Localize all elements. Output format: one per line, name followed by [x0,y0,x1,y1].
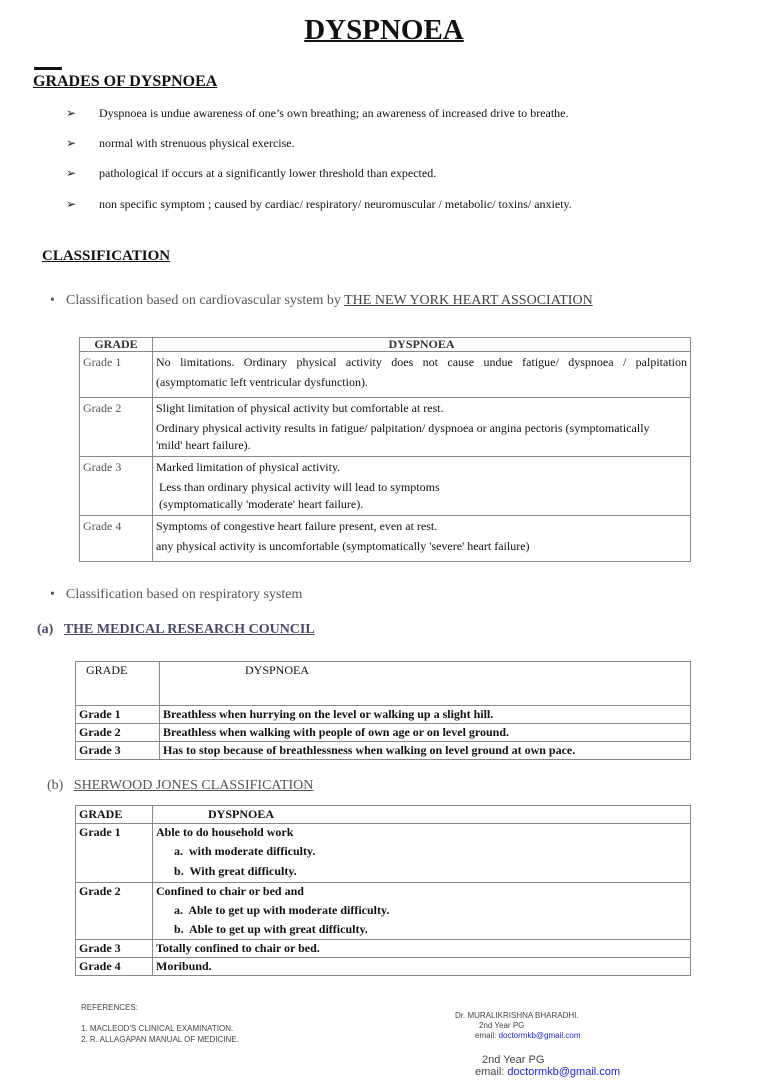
arrow-bullet-icon: ➢ [66,197,77,211]
table-row: Grade 3 Has to stop because of breathlessness when walking on level ground at own pace. [76,742,691,760]
arrow-bullet-icon: ➢ [66,136,77,150]
arrow-bullet-icon: ➢ [66,106,77,120]
table-row: Grade 1 Able to do household work a. with moderate difficulty. b. With great difficulty. [76,824,691,883]
email-link[interactable]: doctormkb@gmail.com [507,1066,621,1078]
bullet-dot-icon: • [50,293,55,308]
table-row: Grade 4 Moribund. [76,958,691,976]
sherwood-heading: (b) SHERWOOD JONES CLASSIFICATION [47,778,314,793]
table-header: GRADE [80,338,153,352]
bullet-text: normal with strenuous physical exercise. [99,136,295,150]
page-title: DYSPNOEA [304,14,464,46]
table-row: Grade 3 Totally confined to chair or bed. [76,940,691,958]
bullet-dot-icon: • [50,587,55,602]
mrc-heading: (a) THE MEDICAL RESEARCH COUNCIL [37,622,315,637]
author-name: Dr. MURALIKRISHNA BHARADHI. [455,1011,579,1020]
grades-heading: GRADES OF DYSPNOEA [33,73,218,90]
classification-heading: CLASSIFICATION [42,248,171,264]
bullet-text: Dyspnoea is undue awareness of one’s own breathing; an awareness of increased drive to breathe. [99,106,569,120]
bullet-text: non specific symptom ; caused by cardiac/ respiratory/ neuromuscular / metabolic/ toxins/ anxiety. [99,197,572,211]
resp-bullet: • Classification based on respiratory system [50,587,303,602]
nyha-link[interactable]: THE NEW YORK HEART ASSOCIATION [344,293,593,308]
nyha-table [79,337,691,562]
table-header: GRADE [76,806,153,824]
table-header: DYSPNOEA [160,662,691,706]
table-row: Grade 3 Marked limitation of physical activity. Less than ordinary physical activity will lead to symptoms (symptomatically 'moderate' heart failure). [80,457,691,516]
table-header: DYSPNOEA [153,806,691,824]
table-row: Grade 4 Symptoms of congestive heart failure present, even at rest. any physical activity is uncomfortable (symptomatically 'severe' heart failure) [80,516,691,562]
table-header: DYSPNOEA [153,338,691,352]
email-link[interactable]: doctormkb@gmail.com [498,1031,581,1040]
mrc-table [75,661,691,760]
table-row: Grade 2 Confined to chair or bed and a. Able to get up with moderate difficulty. b. Able to get up with great difficulty. [76,883,691,940]
author-email: email: doctormkb@gmail.com [475,1066,621,1078]
sherwood-table [75,805,691,976]
arrow-bullet-icon: ➢ [66,166,77,180]
decorative-rule [34,67,62,70]
table-row: Grade 1 Breathless when hurrying on the level or walking up a slight hill. [76,706,691,724]
cardio-bullet: • Classification based on cardiovascular system by THE NEW YORK HEART ASSOCIATION [50,293,593,308]
author-email: email: doctormkb@gmail.com [475,1031,581,1040]
author-year: 2nd Year PG [482,1054,545,1066]
table-header: GRADE [76,662,160,706]
table-row: Grade 1 No limitations. Ordinary physical activity does not cause undue fatigue/ dyspnoea / palpitation (asymptomatic left ventricular dysfunction). [80,352,691,398]
bullet-text: pathological if occurs at a significantly lower threshold than expected. [99,166,437,180]
table-row: Grade 2 Slight limitation of physical activity but comfortable at rest. Ordinary physical activity results in fatigue/ palpitation/ dyspnoea or angina pectoris (symptomatically 'mild' heart failure). [80,398,691,457]
reference-item: 1. MACLEOD'S CLINICAL EXAMINATION. [81,1024,234,1033]
author-year: 2nd Year PG [479,1021,525,1030]
references-heading: REFERENCES: [81,1003,138,1012]
table-row: Grade 2 Breathless when walking with people of own age or on level ground. [76,724,691,742]
reference-item: 2. R. ALLAGAPAN MANUAL OF MEDICINE. [81,1035,239,1044]
